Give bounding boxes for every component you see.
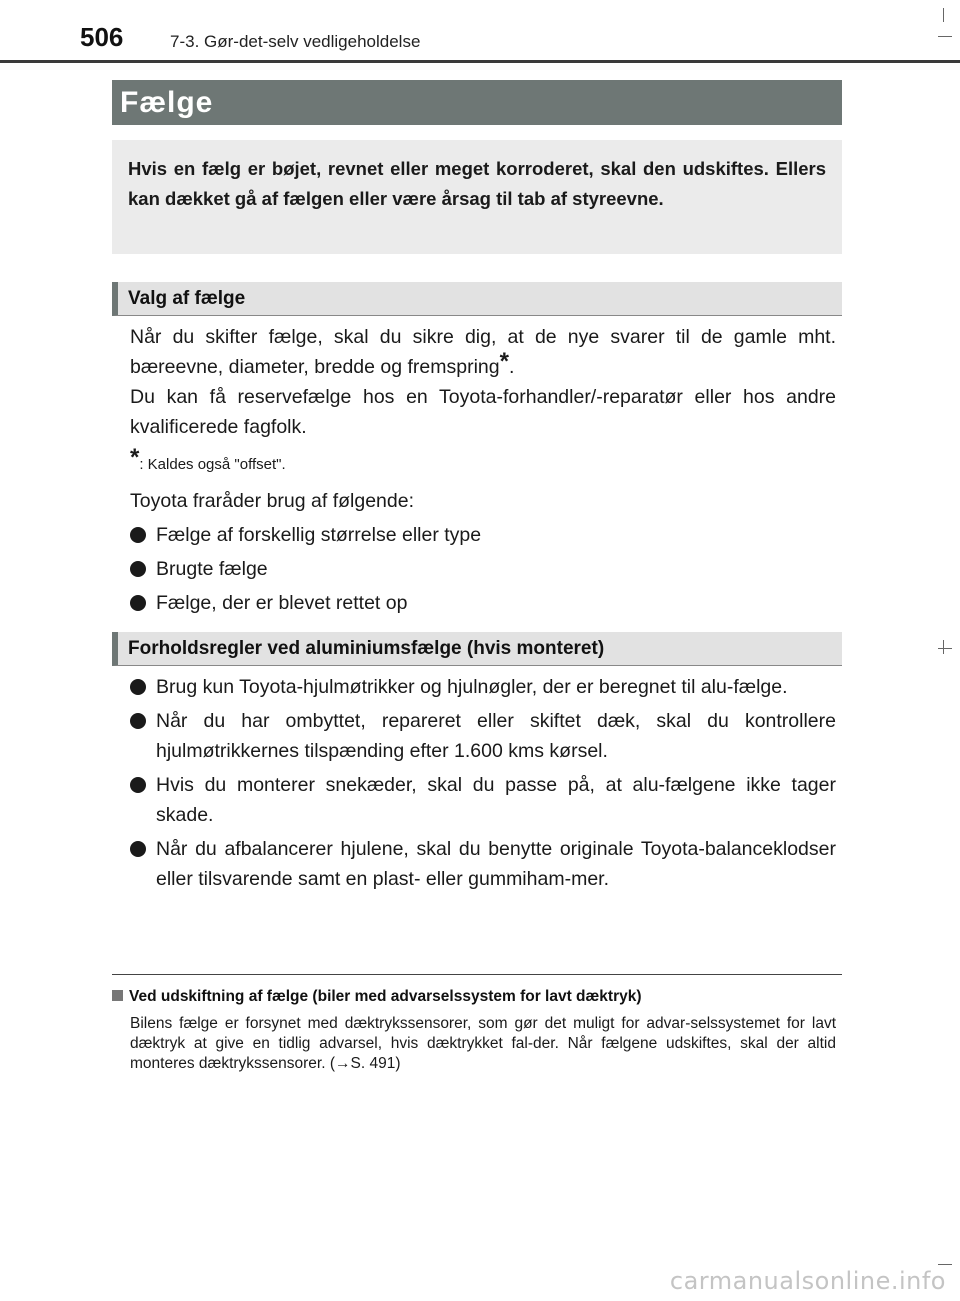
bullet-list [130, 520, 836, 618]
bullet-icon [130, 679, 146, 695]
list-item: Fælge, der er blevet rettet op [130, 588, 836, 618]
chapter-title: 7-3. Gør-det-selv vedligeholdelse [170, 32, 421, 51]
section-heading-aluminium: Forholdsregler ved aluminiumsfælge (hvis monteret) [112, 632, 842, 666]
bullet-icon [130, 841, 146, 857]
list-item: Fælge af forskellig størrelse eller type [130, 520, 836, 550]
paragraph: Du kan få reservefælge hos en Toyota-forhandler/-reparatør eller hos andre kvalificerede fagfolk. [130, 386, 836, 438]
page-number: 506 [80, 22, 124, 52]
bullet-icon [130, 561, 146, 577]
crop-mark [938, 648, 952, 649]
bullet-icon [130, 713, 146, 729]
footnote: *: Kaldes også "offset". [130, 444, 286, 473]
bullet-icon [130, 595, 146, 611]
crop-mark [943, 8, 944, 22]
crop-mark [943, 640, 944, 654]
footnote-marker: * [499, 348, 509, 375]
bullet-list [130, 672, 836, 894]
list-intro: Toyota fraråder brug af følgende: [130, 490, 414, 512]
square-bullet-icon [112, 990, 123, 1001]
divider-rule [112, 974, 842, 975]
intro-box: Hvis en fælg er bøjet, revnet eller meget korroderet, skal den udskiftes. Ellers kan dækket gå af fælgen eller være årsag til tab af styreevne. [112, 140, 842, 254]
list-item: Når du har ombyttet, repareret eller skiftet dæk, skal du kontrollere hjulmøtrikkernes tilspænding efter 1.600 kms kørsel. [130, 706, 836, 766]
watermark: carmanualsonline.info [669, 1267, 946, 1295]
section-heading-valg: Valg af fælge [112, 282, 842, 316]
paragraph: Når du skifter fælge, skal du sikre dig, at de nye svarer til de gamle mht. bæreevne, diameter, bredde og fremspring*. [130, 326, 836, 378]
list-item: Hvis du monterer snekæder, skal du passe på, at alu-fælgene ikke tager skade. [130, 770, 836, 830]
note-heading: Ved udskiftning af fælge (biler med advarselssystem for lavt dæktryk) [112, 986, 842, 1008]
header-rule [0, 60, 960, 63]
note-body: Bilens fælge er forsynet med dæktrykssensorer, som gør det muligt for advar-selssystemet for lavt dæktryk at give en tidlig advarsel, hvis dæktrykket fal-der. Når fælgene udskiftes, skal der altid monteres dæktrykssensorer. (→S. 491) [130, 1015, 836, 1072]
section2-body [130, 672, 836, 898]
page-title: Fælge [112, 80, 842, 125]
bullet-icon [130, 777, 146, 793]
section1-body [130, 322, 836, 622]
list-item: Når du afbalancerer hjulene, skal du benytte originale Toyota-balanceklodser eller tilsvarende samt en plast- eller gummiham-mer. [130, 834, 836, 894]
crop-mark [938, 1264, 952, 1265]
bullet-icon [130, 527, 146, 543]
list-item: Brugte fælge [130, 554, 836, 584]
list-item: Brug kun Toyota-hjulmøtrikker og hjulnøgler, der er beregnet til alu-fælge. [130, 672, 836, 702]
crop-mark [938, 36, 952, 37]
